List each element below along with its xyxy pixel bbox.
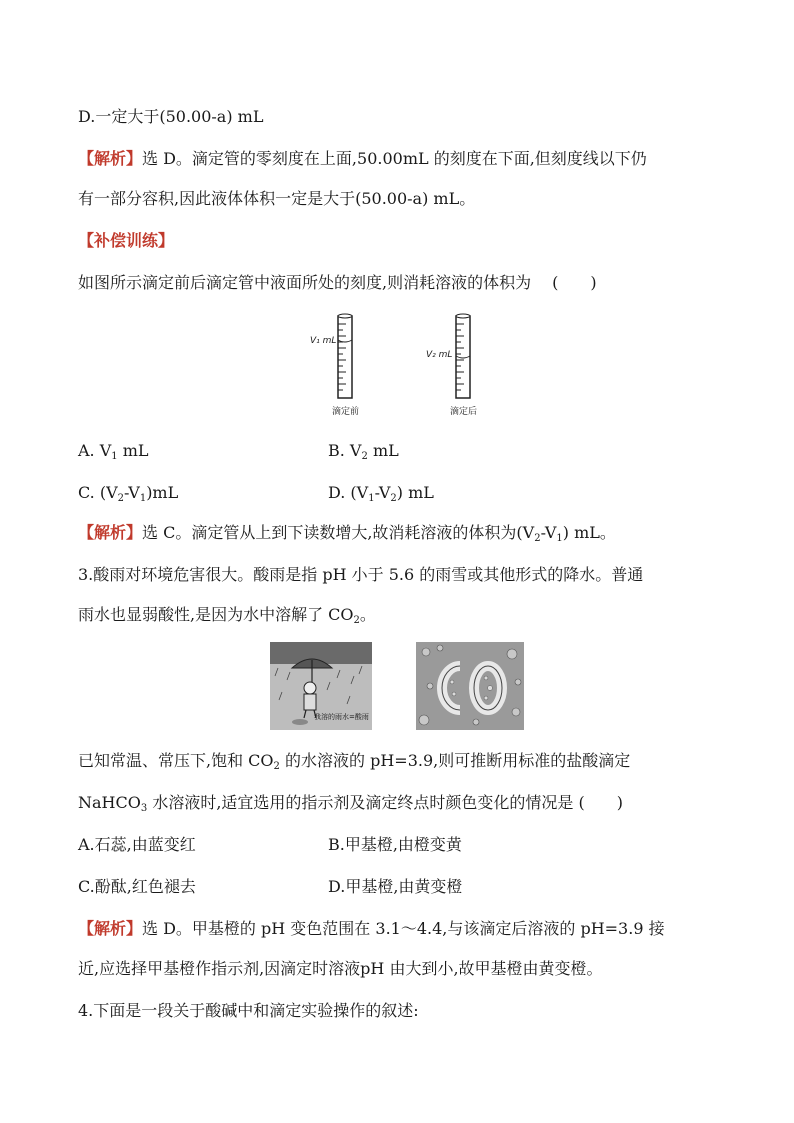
analysis-tag: 【解析】 (78, 149, 143, 168)
option-d: D.一定大于(50.00-a) mL (78, 107, 264, 126)
option-b: B. $V_2$ mL (328, 441, 399, 462)
burette-before (338, 314, 352, 398)
supp-analysis: 【解析】选 C。滴定管从上到下读数增大,故消耗溶液的体积为$(V_2-V_1)$ mL。 (78, 523, 616, 544)
co2-image (416, 642, 524, 730)
question-stem: 如图所示滴定前后滴定管中液面所处的刻度,则消耗溶液的体积为 ( ) (78, 273, 597, 292)
analysis-text-cont: 有一部分容积,因此液体体积一定是大于(50.00-a) mL。 (78, 189, 476, 208)
q3-option-c: C.酚酞,红色褪去 (78, 877, 196, 896)
q3-stem-line1: 3.酸雨对环境危害很大。酸雨是指 pH 小于 5.6 的雨雪或其他形式的降水。普通 (78, 565, 644, 584)
label-v1: V₁ mL (310, 336, 337, 346)
q3-option-d: D.甲基橙,由黄变橙 (328, 877, 463, 896)
option-a: A. $V_1$ mL (78, 441, 149, 462)
co2-svg (416, 642, 524, 730)
option-c: C. $(V_2-V_1)mL$ (78, 483, 179, 504)
analysis-text: 选 D。滴定管的零刻度在上面,50.00mL 的刻度在下面,但刻度线以下仍 (142, 149, 647, 168)
q3-stem-line4: NaHCO$_3$ 水溶液时,适宜选用的指示剂及滴定终点时颜色变化的情况是 ( ) (78, 793, 623, 814)
q3-stem-line3: 已知常温、常压下,饱和 $CO_2$ 的水溶液的 pH=3.9,则可推断用标准的盐酸滴定 (78, 751, 631, 772)
burette-after (456, 314, 470, 398)
q4-stem: 4.下面是一段关于酸碱中和滴定实验操作的叙述: (78, 1001, 419, 1020)
supplementary-tag: 【补偿训练】 (78, 231, 175, 250)
acid-rain-image (270, 642, 372, 730)
q3-analysis: 【解析】选 D。甲基橙的 pH 变色范围在 3.1～4.4,与该滴定后溶液的 pH=3.9 接 (78, 919, 665, 938)
caption-before: 滴定前 (332, 407, 360, 417)
analysis-paragraph (78, 148, 647, 170)
q3-option-a: A.石蕊,由蓝变红 (78, 835, 196, 854)
q3-option-b: B.甲基橙,由橙变黄 (328, 835, 462, 854)
option-d-supp: D. $(V_1-V_2)$ mL (328, 483, 434, 504)
q3-analysis-cont: 近,应选择甲基橙作指示剂,因滴定时溶液pH 由大到小,故甲基橙由黄变橙。 (78, 959, 603, 978)
acid-rain-caption: 我溶的雨水=酸雨 (314, 713, 369, 721)
q3-stem-line2: 雨水也显弱酸性,是因为水中溶解了 $CO_2$。 (78, 605, 376, 626)
label-v2: V₂ mL (426, 350, 453, 360)
caption-after: 滴定后 (450, 407, 478, 417)
burette-figure (300, 308, 500, 420)
